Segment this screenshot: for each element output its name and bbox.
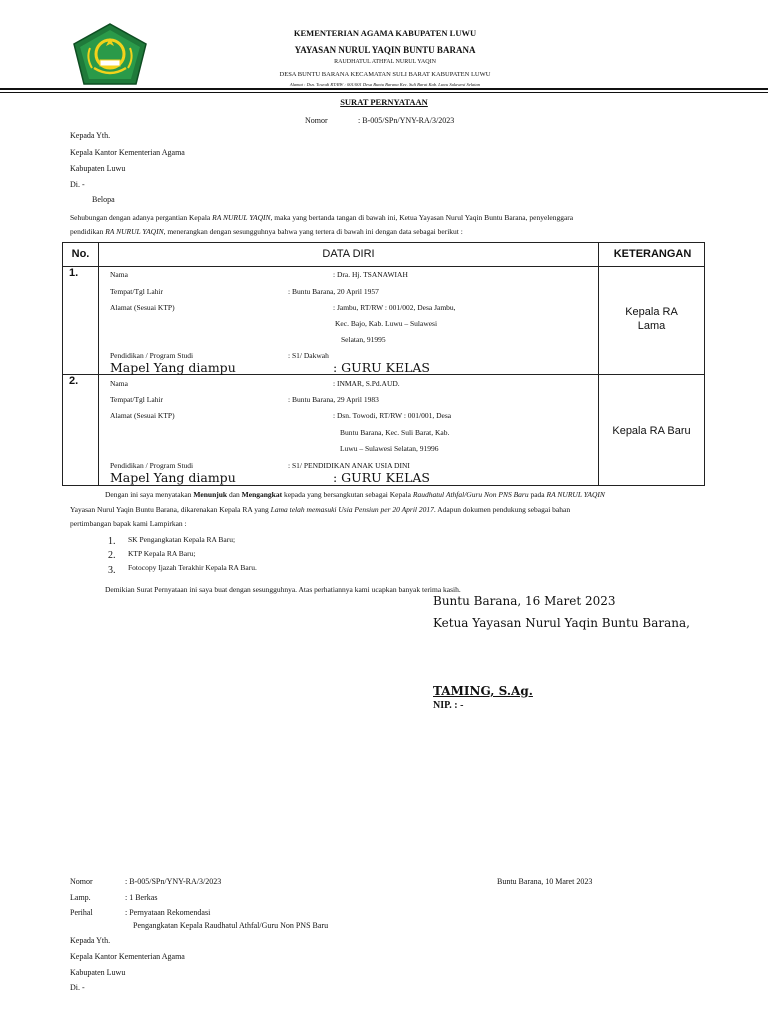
letterhead-school: RAUDHATUL ATHFAL NURUL YAQIN <box>334 59 436 65</box>
addressee-line: Kepala Kantor Kementerian Agama <box>70 148 185 157</box>
letter-title: SURAT PERNYATAAN <box>340 97 428 107</box>
attachment-item: 3. <box>108 565 116 576</box>
addressee-line-2: Kabupaten Luwu <box>70 968 126 977</box>
field-value: Selatan, 91995 <box>341 335 386 344</box>
addressee-city: Belopa <box>92 195 115 204</box>
closing-sentence: Demikian Surat Pernyataan ini saya buat dengan sesungguhnya. Atas perhatiannya kami ucapkan banyak terima kasih. <box>105 585 461 594</box>
field-label: Nama <box>110 270 128 279</box>
attachment-item: 2. <box>108 550 116 561</box>
field-value-mapel: : GURU KELAS <box>333 470 430 485</box>
attachment-text: SK Pengangkatan Kepala RA Baru; <box>128 535 236 544</box>
attachment-text: KTP Kepala RA Baru; <box>128 549 196 558</box>
field-label: Alamat (Sesuai KTP) <box>110 411 175 420</box>
addressee-line-2: Di. - <box>70 983 85 992</box>
field-value: : S1/ Dakwah <box>288 351 329 360</box>
field-value: Buntu Barana, Kec. Suli Barat, Kab. <box>340 428 450 437</box>
letter-date-2: Buntu Barana, 10 Maret 2023 <box>497 877 593 886</box>
field-label: Tempat/Tgl Lahir <box>110 395 163 404</box>
field-value-mapel: : GURU KELAS <box>333 360 430 375</box>
nomor-value-2: : B-005/SPn/YNY-RA/3/2023 <box>125 877 222 886</box>
field-value: Kec. Bajo, Kab. Luwu – Sulawesi <box>335 319 438 328</box>
attachment-item: 1. <box>108 536 116 547</box>
addressee-line: Kepada Yth. <box>70 131 111 140</box>
row-number: 1. <box>69 267 79 279</box>
field-label: Alamat (Sesuai KTP) <box>110 303 175 312</box>
perihal-value-cont: Pengangkatan Kepala Raudhatul Athfal/Guru Non PNS Baru <box>133 921 329 930</box>
data-table <box>62 242 705 486</box>
perihal-label: Perihal <box>70 908 93 917</box>
letterhead-ministry: KEMENTERIAN AGAMA KABUPATEN LUWU <box>293 28 477 38</box>
perihal-value: : Pernyataan Rekomendasi <box>125 908 211 917</box>
letterhead-foundation: YAYASAN NURUL YAQIN BUNTU BARANA <box>294 45 476 55</box>
signature-role: Ketua Yayasan Nurul Yaqin Buntu Barana, <box>433 616 690 630</box>
lamp-value: : 1 Berkas <box>125 893 158 902</box>
statement-paragraph: Dengan ini saya menyatakan Menunjuk dan Mengangkat kepada yang bersangkutan sebagai Kepala Raudhatul Athfal/Guru Non PNS Baru pada RA NURUL YAQIN <box>105 490 605 499</box>
addressee-line-2: Kepada Yth. <box>70 936 111 945</box>
signatory-nip: NIP. : - <box>433 700 464 711</box>
addressee-line: Di. - <box>70 180 85 189</box>
kemenag-logo <box>70 22 150 88</box>
field-value: : Buntu Barana, 29 April 1983 <box>288 395 379 404</box>
intro-paragraph-cont: pendidikan RA NURUL YAQIN, menerangkan dengan sesungguhnya bahwa yang tertera di bawah ini dengan data sebagai berikut : <box>70 227 463 236</box>
field-label-mapel: Mapel Yang diampu <box>110 360 236 375</box>
field-value: : Dra. Hj. TSANAWIAH <box>333 270 408 279</box>
intro-paragraph: Sehubungan dengan adanya pergantian Kepala RA NURUL YAQIN, maka yang bertanda tangan di bawah ini, Ketua Yayasan Nurul Yaqin Buntu Barana, penyelenggara <box>70 213 574 222</box>
field-value: : S1/ PENDIDIKAN ANAK USIA DINI <box>288 461 410 470</box>
letterhead-region: DESA BUNTU BARANA KECAMATAN SULI BARAT KABUPATEN LUWU <box>279 71 491 78</box>
field-value: : INMAR, S.Pd.AUD. <box>333 379 400 388</box>
nomor-label: Nomor <box>305 116 328 125</box>
field-value: Luwu – Sulawesi Selatan, 91996 <box>340 444 439 453</box>
signature-place-date: Buntu Barana, 16 Maret 2023 <box>433 594 616 608</box>
field-value: : Dsn. Towodi, RT/RW : 001/001, Desa <box>333 411 452 420</box>
letterhead-rule-thin <box>0 92 768 93</box>
nomor-label-2: Nomor <box>70 877 93 886</box>
signatory-name: TAMING, S.Ag. <box>433 684 533 698</box>
col-header-data-diri: DATA DIRI <box>322 248 375 260</box>
field-label-mapel: Mapel Yang diampu <box>110 470 236 485</box>
keterangan-cell: Kepala RA Baru <box>612 425 691 437</box>
addressee-line-2: Kepala Kantor Kementerian Agama <box>70 952 185 961</box>
field-label: Pendidikan / Program Studi <box>110 351 194 360</box>
attachment-text: Fotocopy Ijazah Terakhir Kepala RA Baru. <box>128 563 257 572</box>
lamp-label: Lamp. <box>70 893 91 902</box>
letterhead-rule <box>0 88 768 90</box>
letterhead-address: Alamat : Dsn. Towodi RT/RW : 001/001 Desa Buntu Barana Kec. Suli Barat Kab. Luwu Sulawesi Selatan <box>289 82 481 87</box>
nomor-value: : B-005/SPn/YNY-RA/3/2023 <box>358 116 455 125</box>
col-header-no: No. <box>71 248 90 260</box>
field-label: Nama <box>110 379 128 388</box>
addressee-line: Kabupaten Luwu <box>70 164 126 173</box>
row-number: 2. <box>69 375 79 387</box>
field-value: : Buntu Barana, 20 April 1957 <box>288 287 379 296</box>
attachments-intro: pertimbangan bapak kami Lampirkan : <box>70 519 187 528</box>
keterangan-cell: Kepala RA Lama <box>625 306 678 332</box>
col-header-keterangan: KETERANGAN <box>613 248 692 260</box>
field-value: : Jambu, RT/RW : 001/002, Desa Jambu, <box>333 303 456 312</box>
field-label: Pendidikan / Program Studi <box>110 461 194 470</box>
statement-paragraph-cont: Yayasan Nurul Yaqin Buntu Barana, dikarenakan Kepala RA yang Lama telah memasuki Usia Pensiun per 20 April 2017. Adapun dokumen pendukung sebagai bahan <box>70 505 571 514</box>
field-label: Tempat/Tgl Lahir <box>110 287 163 296</box>
